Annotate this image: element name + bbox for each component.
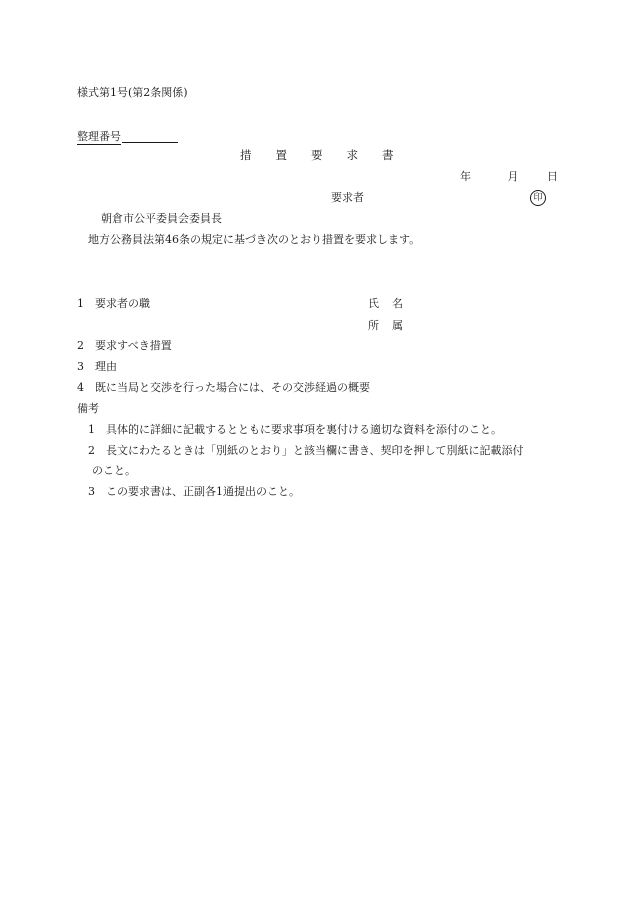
remark-note-2-continuation: のこと。 [92,464,136,477]
remark-note-2 [88,445,524,456]
remark-note-2-number: 2 [88,444,95,457]
item-1-label: 要求者の職 [95,297,150,310]
item-1-name-label: 氏名 [368,297,416,310]
item-2-label: 要求すべき措置 [95,339,172,352]
item-1 [77,298,150,309]
requester-label: 要求者 [331,191,364,204]
seiri-number-label: 整理番号 [77,130,121,143]
remark-note-1-number: 1 [88,423,95,436]
date-row [460,171,558,182]
item-4 [77,382,370,393]
date-year-label: 年 [460,170,471,183]
item-1-number: 1 [77,297,84,310]
remark-note-3 [88,486,300,497]
remark-note-1-text: 具体的に詳細に記載するとともに要求事項を裏付ける適切な資料を添付のこと。 [106,423,502,436]
date-day-label: 日 [547,170,558,183]
remarks-label: 備考 [77,402,99,415]
item-3-label: 理由 [95,360,117,373]
item-3-number: 3 [77,360,84,373]
document-title: 措置要求書 [240,148,418,162]
seiri-number-blank [122,130,178,143]
item-2 [77,340,172,351]
remark-note-3-number: 3 [88,485,95,498]
remark-note-3-text: この要求書は、正副各1通提出のこと。 [106,485,300,498]
item-2-number: 2 [77,339,84,352]
remark-note-2-text: 長文にわたるときは「別紙のとおり」と該当欄に書き、契印を押して別紙に記載添付 [106,444,524,457]
item-1-dept-label: 所属 [368,319,416,332]
item-3 [77,361,117,372]
item-4-number: 4 [77,381,84,394]
item-4-label: 既に当局と交渉を行った場合には、その交渉経過の概要 [95,381,370,394]
form-number: 様式第1号(第2条関係) [77,86,188,99]
addressee: 朝倉市公平委員会委員長 [101,212,222,225]
seiri-number-field [77,130,178,143]
remark-note-1 [88,424,502,435]
request-sentence: 地方公務員法第46条の規定に基づき次のとおり措置を要求します。 [88,233,421,246]
seal-mark-icon: 印 [530,190,546,206]
date-month-label: 月 [507,170,519,183]
